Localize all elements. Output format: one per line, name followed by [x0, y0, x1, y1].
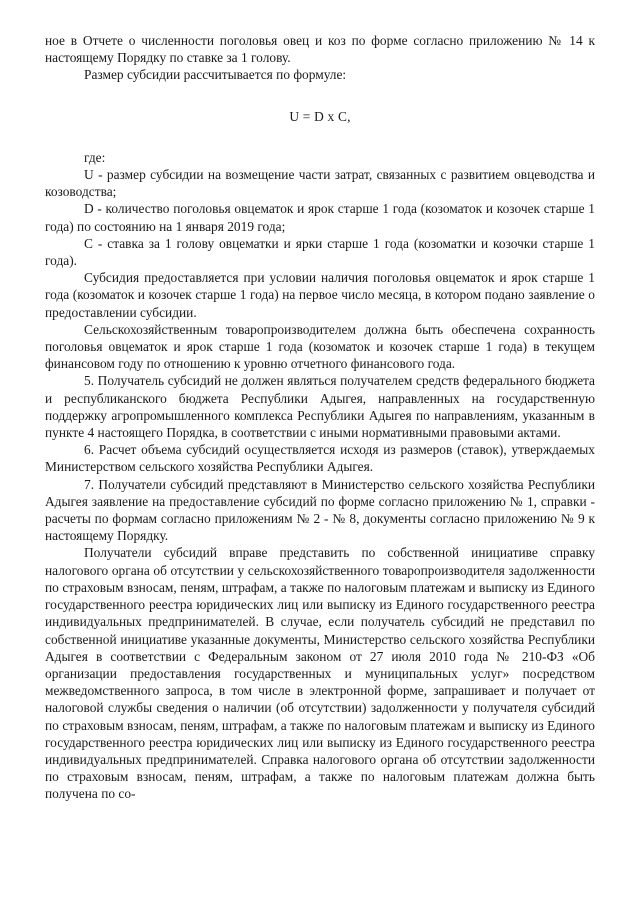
definition-c: C - ставка за 1 голову овцематки и ярки старше 1 года (козоматки и козочки старше 1 года). [45, 235, 595, 269]
paragraph-where: где: [84, 149, 106, 165]
definition-d: D - количество поголовья овцематок и ярок старше 1 года (козоматок и козочек старше 1 года) по состоянию на 1 января 2019 года; [45, 201, 595, 234]
definition-u: U - размер субсидии на возмещение части затрат, связанных с развитием овцеводства и козоводства; [45, 167, 595, 200]
document-body [45, 32, 595, 803]
paragraph-tax-certificate: Получатели субсидий вправе представить по собственной инициативе справку налогового органа об отсутствии у сельскохозяйственного товаропроизводителя задолженности по страховым взносам, пеням, штрафам, а также по налоговым платежам и выписку из Единого государственного реестра юридических лиц или выписку из Единого государственного реестра индивидуальных предпринимателей. В случае, если получатель субсидий не представил по собственной инициативе указанные документы, Министерство сельского хозяйства Республики Адыгея в соответствии с Федеральным законом от 27 июля 2010 года № 210-ФЗ «Об организации предоставления государственных и муниципальных услуг» посредством межведомственного запроса, в том числе в электронной форме, запрашивает и получает от налоговой службы сведения о наличии (об отсутствии) задолженности у получателя субсидий по страховым взносам, пеням, штрафам, а также по налоговым платежам и выписку из Единого государственного реестра юридических лиц или выписку из Единого государственного реестра индивидуальных предпринимателей. Справка налогового органа об отсутствии задолженности по страховым взносам, пеням, штрафам, а также по налоговым платежам должна быть получена по со- [45, 545, 595, 802]
clause-7: 7. Получатели субсидий представляют в Министерство сельского хозяйства Республики Адыгея заявление на предоставление субсидий по форме согласно приложению № 1, справки - расчеты по формам согласно приложениям № 2 - № 8, документы согласно приложению № 9 к настоящему Порядку. [45, 476, 595, 544]
paragraph-livestock-preservation: Сельскохозяйственным товаропроизводителем должна быть обеспечена сохранность поголовья овцематок и ярок старше 1 года (козоматок и козочек старше 1 года) в текущем финансовом году по отношению к уровню отчетного финансового года. [45, 321, 595, 372]
clause-6: 6. Расчет объема субсидий осуществляется исходя из размеров (ставок), утверждаемых Министерством сельского хозяйства Республики Адыгея. [45, 442, 595, 475]
paragraph-subsidy-condition: Субсидия предоставляется при условии наличия поголовья овцематок и ярок старше 1 года (козоматок и козочек старше 1 года) на первое число месяца, в котором подано заявление о предоставлении субсидии. [45, 270, 595, 320]
paragraph-formula-intro: Размер субсидии рассчитывается по формуле: [84, 67, 347, 83]
clause-5: 5. Получатель субсидий не должен являться получателем средств федерального бюджета и республиканского бюджета Республики Адыгея, направленных на государственную поддержку агропромышленного комплекса Республики Адыгея по направлениям, указанным в пункте 4 настоящего Порядка, в соответствии с иными нормативными правовыми актами. [45, 373, 595, 441]
paragraph-continuation: ное в Отчете о численности поголовья овец и коз по форме согласно приложению № 14 к настоящему Порядку по ставке за 1 голову. [45, 33, 595, 66]
formula: U = D x C, [289, 108, 351, 124]
